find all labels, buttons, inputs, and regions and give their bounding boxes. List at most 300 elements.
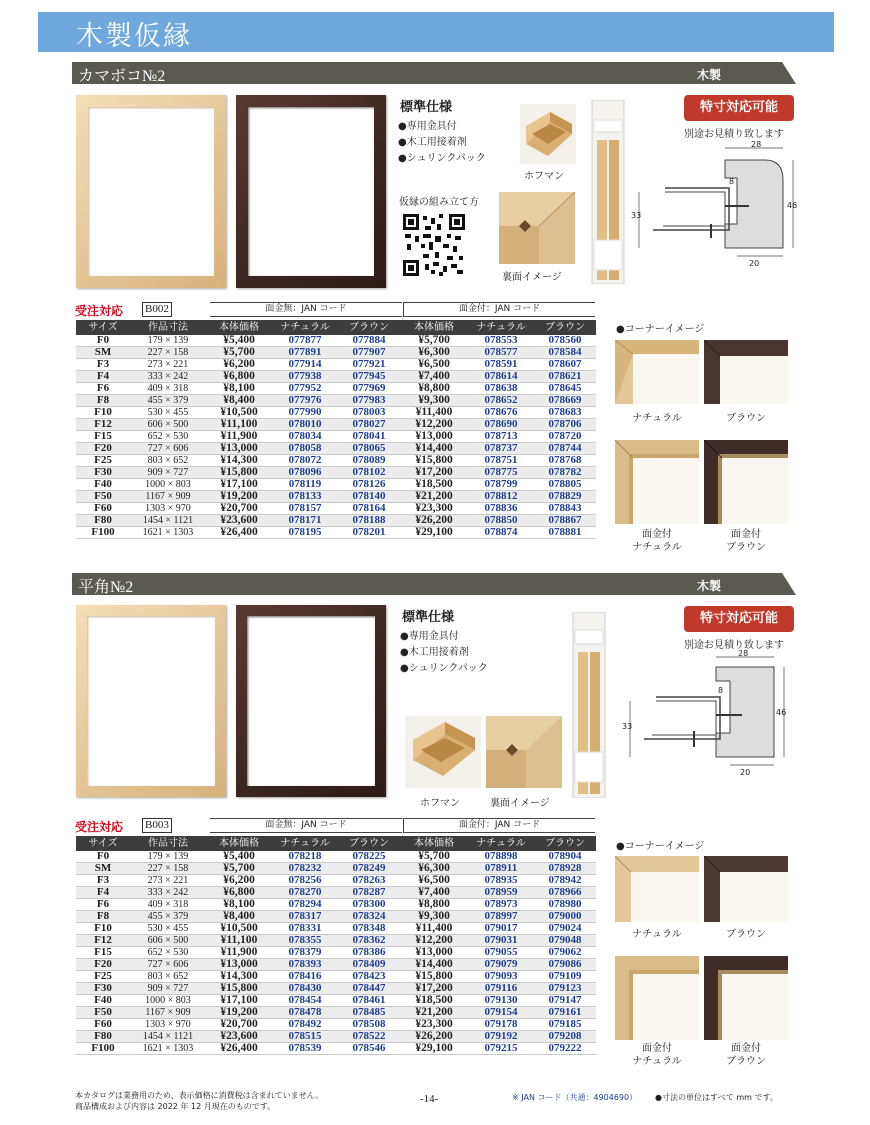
size-cell: F3	[76, 875, 130, 887]
frame-brown-image	[236, 95, 386, 288]
jan-natural-cell: 078232	[272, 863, 338, 875]
jan-brown-cell: 077969	[338, 383, 400, 395]
col-header: 作品寸法	[130, 320, 206, 335]
jan-brown-cell: 078188	[338, 515, 400, 527]
cross-section-diagram	[620, 645, 800, 780]
jan-brown-cell: 078065	[338, 443, 400, 455]
hofman-image	[405, 716, 481, 788]
size-cell: F0	[76, 335, 130, 347]
table-row	[76, 443, 596, 455]
size-cell: F40	[76, 479, 130, 491]
jan-brown-cell: 078126	[338, 479, 400, 491]
jan-natural-cell: 078058	[272, 443, 338, 455]
svg-text:8: 8	[729, 177, 735, 186]
price-metal-cell: ¥17,200	[400, 467, 468, 479]
jan-metal-brown-cell: 079123	[534, 983, 596, 995]
dimension-cell: 1000 × 803	[130, 995, 206, 1007]
dimension-cell: 1167 × 909	[130, 491, 206, 503]
price-cell: ¥20,700	[206, 1019, 272, 1031]
jan-natural-cell: 078119	[272, 479, 338, 491]
jan-metal-brown-cell: 078645	[534, 383, 596, 395]
size-cell: F80	[76, 1031, 130, 1043]
jan-natural-cell: 078133	[272, 491, 338, 503]
price-cell: ¥26,400	[206, 1043, 272, 1055]
price-cell: ¥15,800	[206, 983, 272, 995]
jan-metal-natural-cell: 078737	[468, 443, 534, 455]
dimension-cell: 530 × 455	[130, 407, 206, 419]
jan-brown-cell: 078263	[338, 875, 400, 887]
assembly-label: 仮縁の組み立て方	[399, 197, 479, 208]
jan-metal-brown-cell: 079086	[534, 959, 596, 971]
jan-brown-cell: 078546	[338, 1043, 400, 1055]
table-row	[76, 1007, 596, 1019]
size-cell: F100	[76, 1043, 130, 1055]
size-cell: F20	[76, 959, 130, 971]
jan-brown-cell: 077945	[338, 371, 400, 383]
price-metal-cell: ¥8,800	[400, 383, 468, 395]
price-metal-cell: ¥13,000	[400, 431, 468, 443]
col-header: ブラウン	[534, 836, 596, 851]
jan-brown-cell: 078300	[338, 899, 400, 911]
dimension-cell: 803 × 652	[130, 455, 206, 467]
jan-metal-brown-cell: 078966	[534, 887, 596, 899]
table-row	[76, 467, 596, 479]
size-cell: F15	[76, 431, 130, 443]
custom-size-note: 別途お見積り致します	[684, 129, 784, 140]
size-cell: F30	[76, 983, 130, 995]
product-code: B002	[142, 302, 172, 317]
price-cell: ¥6,800	[206, 887, 272, 899]
jan-brown-cell: 078287	[338, 887, 400, 899]
price-cell: ¥11,100	[206, 419, 272, 431]
jan-metal-natural-cell: 079093	[468, 971, 534, 983]
size-cell: F80	[76, 515, 130, 527]
price-cell: ¥14,300	[206, 455, 272, 467]
jan-metal-natural-cell: 078898	[468, 851, 534, 863]
dimension-cell: 179 × 139	[130, 335, 206, 347]
dimension-cell: 909 × 727	[130, 983, 206, 995]
jan-natural-cell: 077877	[272, 335, 338, 347]
dimension-cell: 530 × 455	[130, 923, 206, 935]
custom-size-note: 別途お見積り致します	[684, 640, 784, 651]
jan-metal-brown-cell: 078782	[534, 467, 596, 479]
dimension-cell: 727 × 606	[130, 443, 206, 455]
dimension-cell: 227 × 158	[130, 347, 206, 359]
price-cell: ¥10,500	[206, 923, 272, 935]
price-cell: ¥23,600	[206, 515, 272, 527]
jan-brown-cell: 078201	[338, 527, 400, 539]
col-header: 本体価格	[400, 836, 468, 851]
jan-metal-brown-cell: 078706	[534, 419, 596, 431]
jan-metal-natural-cell: 079031	[468, 935, 534, 947]
price-cell: ¥8,400	[206, 395, 272, 407]
spec-item: ●木工用接着剤	[398, 137, 467, 148]
jan-metal-natural-cell: 078812	[468, 491, 534, 503]
table-row	[76, 347, 596, 359]
table-row	[76, 887, 596, 899]
col-header: 本体価格	[400, 320, 468, 335]
custom-size-badge: 特寸対応可能	[684, 606, 794, 632]
jan-metal-brown-cell: 078720	[534, 431, 596, 443]
order-label: 受注対応	[75, 304, 124, 318]
col-header: 作品寸法	[130, 836, 206, 851]
jan-brown-cell: 078348	[338, 923, 400, 935]
size-cell: F40	[76, 995, 130, 1007]
jan-natural-cell: 078218	[272, 851, 338, 863]
jan-header-with-metal: 面金付：JAN コード	[403, 302, 595, 317]
jan-natural-cell: 077952	[272, 383, 338, 395]
corner-metal-brown-image	[704, 956, 788, 1040]
table-row	[76, 431, 596, 443]
price-metal-cell: ¥15,800	[400, 455, 468, 467]
price-metal-cell: ¥26,200	[400, 515, 468, 527]
spec-item: ●シュリンクパック	[398, 153, 486, 164]
table-row	[76, 515, 596, 527]
jan-metal-natural-cell: 079130	[468, 995, 534, 1007]
jan-metal-brown-cell: 078942	[534, 875, 596, 887]
back-image-label: 裏面イメージ	[490, 798, 550, 809]
jan-metal-natural-cell: 078799	[468, 479, 534, 491]
corner-natural-label: ナチュラル	[632, 413, 682, 424]
jan-natural-cell: 078171	[272, 515, 338, 527]
section-title: 平角№2	[78, 579, 134, 596]
price-cell: ¥19,200	[206, 491, 272, 503]
corner-metal-brown-image	[704, 440, 788, 524]
jan-natural-cell: 078270	[272, 887, 338, 899]
corner-metal-natural-label: 面金付 ナチュラル	[632, 1043, 682, 1067]
price-cell: ¥14,300	[206, 971, 272, 983]
jan-metal-natural-cell: 078652	[468, 395, 534, 407]
jan-metal-natural-cell: 078935	[468, 875, 534, 887]
spec-item: ●専用金具付	[400, 631, 459, 642]
jan-natural-cell: 078157	[272, 503, 338, 515]
dimension-cell: 606 × 500	[130, 935, 206, 947]
jan-brown-cell: 078164	[338, 503, 400, 515]
table-row	[76, 959, 596, 971]
jan-metal-natural-cell: 078614	[468, 371, 534, 383]
jan-metal-natural-cell: 078713	[468, 431, 534, 443]
table-row	[76, 1031, 596, 1043]
jan-natural-cell: 078379	[272, 947, 338, 959]
jan-natural-cell: 077914	[272, 359, 338, 371]
table-row	[76, 875, 596, 887]
price-cell: ¥5,700	[206, 347, 272, 359]
jan-natural-cell: 078010	[272, 419, 338, 431]
svg-text:20: 20	[749, 259, 760, 268]
price-table	[76, 836, 596, 1055]
price-metal-cell: ¥23,300	[400, 1019, 468, 1031]
col-header: 本体価格	[206, 320, 272, 335]
table-row	[76, 419, 596, 431]
dimension-cell: 803 × 652	[130, 971, 206, 983]
size-cell: F6	[76, 899, 130, 911]
table-row	[76, 359, 596, 371]
size-cell: F25	[76, 455, 130, 467]
jan-metal-natural-cell: 078874	[468, 527, 534, 539]
price-metal-cell: ¥17,200	[400, 983, 468, 995]
frame-natural-image	[76, 95, 226, 288]
dimension-cell: 179 × 139	[130, 851, 206, 863]
price-metal-cell: ¥12,200	[400, 419, 468, 431]
price-metal-cell: ¥7,400	[400, 371, 468, 383]
jan-metal-natural-cell: 078911	[468, 863, 534, 875]
table-row	[76, 851, 596, 863]
jan-natural-cell: 078430	[272, 983, 338, 995]
price-cell: ¥8,100	[206, 383, 272, 395]
size-cell: F4	[76, 371, 130, 383]
size-cell: SM	[76, 863, 130, 875]
jan-brown-cell: 078362	[338, 935, 400, 947]
jan-brown-cell: 077983	[338, 395, 400, 407]
jan-metal-natural-cell: 078751	[468, 455, 534, 467]
jan-metal-natural-cell: 078676	[468, 407, 534, 419]
jan-brown-cell: 077907	[338, 347, 400, 359]
table-row	[76, 407, 596, 419]
jan-metal-brown-cell: 078980	[534, 899, 596, 911]
price-cell: ¥19,200	[206, 1007, 272, 1019]
size-cell: F50	[76, 491, 130, 503]
price-metal-cell: ¥15,800	[400, 971, 468, 983]
price-metal-cell: ¥6,500	[400, 875, 468, 887]
price-cell: ¥10,500	[206, 407, 272, 419]
table-row	[76, 479, 596, 491]
jan-natural-cell: 078515	[272, 1031, 338, 1043]
price-cell: ¥11,900	[206, 947, 272, 959]
corner-natural-image	[615, 856, 699, 922]
back-image-label: 裏面イメージ	[502, 272, 562, 283]
dimension-cell: 727 × 606	[130, 959, 206, 971]
jan-natural-cell: 078096	[272, 467, 338, 479]
jan-metal-brown-cell: 078683	[534, 407, 596, 419]
corner-brown-image	[704, 340, 788, 404]
corner-brown-label: ブラウン	[726, 929, 766, 940]
jan-brown-cell: 078041	[338, 431, 400, 443]
table-row	[76, 491, 596, 503]
unit-note: ●寸法の単位はすべて mm です。	[655, 1093, 778, 1102]
price-metal-cell: ¥21,200	[400, 1007, 468, 1019]
price-cell: ¥5,700	[206, 863, 272, 875]
table-row	[76, 527, 596, 539]
jan-brown-cell: 078508	[338, 1019, 400, 1031]
price-metal-cell: ¥12,200	[400, 935, 468, 947]
price-cell: ¥6,800	[206, 371, 272, 383]
col-header: サイズ	[76, 320, 130, 335]
jan-metal-natural-cell: 079178	[468, 1019, 534, 1031]
jan-metal-natural-cell: 079215	[468, 1043, 534, 1055]
dimension-cell: 455 × 379	[130, 911, 206, 923]
svg-text:46: 46	[776, 708, 787, 717]
jan-metal-brown-cell: 079062	[534, 947, 596, 959]
jan-metal-brown-cell: 078768	[534, 455, 596, 467]
table-row	[76, 983, 596, 995]
footer-note: 本カタログは業務用のため、表示価格に消費税は含まれていません。	[75, 1091, 324, 1100]
jan-brown-cell: 078140	[338, 491, 400, 503]
svg-text:33: 33	[631, 211, 642, 220]
corner-brown-label: ブラウン	[726, 413, 766, 424]
col-header: ブラウン	[338, 836, 400, 851]
corner-natural-image	[615, 340, 699, 404]
jan-brown-cell: 077921	[338, 359, 400, 371]
product-code: B003	[142, 818, 172, 833]
dimension-cell: 409 × 318	[130, 899, 206, 911]
price-metal-cell: ¥26,200	[400, 1031, 468, 1043]
dimension-cell: 273 × 221	[130, 359, 206, 371]
table-row	[76, 503, 596, 515]
jan-metal-brown-cell: 078867	[534, 515, 596, 527]
price-metal-cell: ¥11,400	[400, 923, 468, 935]
dimension-cell: 227 × 158	[130, 863, 206, 875]
col-header: ナチュラル	[272, 320, 338, 335]
jan-metal-natural-cell: 078690	[468, 419, 534, 431]
jan-brown-cell: 078522	[338, 1031, 400, 1043]
price-cell: ¥8,100	[206, 899, 272, 911]
jan-natural-cell: 078355	[272, 935, 338, 947]
col-header: サイズ	[76, 836, 130, 851]
price-metal-cell: ¥29,100	[400, 527, 468, 539]
svg-text:46: 46	[787, 201, 798, 210]
jan-brown-cell: 077884	[338, 335, 400, 347]
jan-metal-natural-cell: 078553	[468, 335, 534, 347]
corner-metal-natural-label: 面金付 ナチュラル	[632, 529, 682, 553]
table-row	[76, 395, 596, 407]
table-row	[76, 971, 596, 983]
svg-text:28: 28	[738, 649, 749, 658]
dimension-cell: 455 × 379	[130, 395, 206, 407]
section-header-bar	[72, 62, 796, 84]
jan-metal-brown-cell: 078744	[534, 443, 596, 455]
dimension-cell: 1303 × 970	[130, 1019, 206, 1031]
price-metal-cell: ¥5,700	[400, 335, 468, 347]
price-cell: ¥5,400	[206, 335, 272, 347]
jan-metal-brown-cell: 079147	[534, 995, 596, 1007]
col-header: 本体価格	[206, 836, 272, 851]
dimension-cell: 1000 × 803	[130, 479, 206, 491]
size-cell: F10	[76, 407, 130, 419]
jan-metal-brown-cell: 079000	[534, 911, 596, 923]
jan-brown-cell: 078447	[338, 983, 400, 995]
jan-natural-cell: 078034	[272, 431, 338, 443]
table-row	[76, 911, 596, 923]
table-row	[76, 1043, 596, 1055]
qr-code[interactable]	[403, 214, 465, 276]
jan-brown-cell: 078461	[338, 995, 400, 1007]
price-cell: ¥26,400	[206, 527, 272, 539]
price-metal-cell: ¥6,500	[400, 359, 468, 371]
price-cell: ¥8,400	[206, 911, 272, 923]
price-metal-cell: ¥6,300	[400, 347, 468, 359]
jan-natural-cell: 077938	[272, 371, 338, 383]
dimension-cell: 273 × 221	[130, 875, 206, 887]
jan-natural-cell: 078072	[272, 455, 338, 467]
price-metal-cell: ¥23,300	[400, 503, 468, 515]
hofman-label: ホフマン	[524, 171, 564, 182]
jan-brown-cell: 078225	[338, 851, 400, 863]
size-cell: SM	[76, 347, 130, 359]
dimension-cell: 652 × 530	[130, 431, 206, 443]
jan-metal-natural-cell: 079154	[468, 1007, 534, 1019]
jan-natural-cell: 078492	[272, 1019, 338, 1031]
jan-header-no-metal: 面金無：JAN コード	[210, 818, 402, 833]
frame-natural-image	[76, 605, 226, 797]
size-cell: F6	[76, 383, 130, 395]
jan-natural-cell: 077990	[272, 407, 338, 419]
jan-metal-natural-cell: 078850	[468, 515, 534, 527]
spec-title: 標準仕様	[402, 610, 455, 625]
table-row	[76, 455, 596, 467]
jan-brown-cell: 078249	[338, 863, 400, 875]
table-row	[76, 335, 596, 347]
price-cell: ¥6,200	[206, 875, 272, 887]
back-image	[486, 716, 562, 788]
jan-natural-cell: 078256	[272, 875, 338, 887]
package-image	[588, 100, 628, 284]
price-metal-cell: ¥14,400	[400, 443, 468, 455]
jan-metal-natural-cell: 078997	[468, 911, 534, 923]
dimension-cell: 1621 × 1303	[130, 1043, 206, 1055]
price-metal-cell: ¥14,400	[400, 959, 468, 971]
size-cell: F12	[76, 935, 130, 947]
jan-metal-brown-cell: 078904	[534, 851, 596, 863]
price-metal-cell: ¥18,500	[400, 995, 468, 1007]
jan-brown-cell: 078423	[338, 971, 400, 983]
price-cell: ¥23,600	[206, 1031, 272, 1043]
price-metal-cell: ¥7,400	[400, 887, 468, 899]
table-row	[76, 899, 596, 911]
size-cell: F4	[76, 887, 130, 899]
jan-metal-natural-cell: 078577	[468, 347, 534, 359]
jan-natural-cell: 078331	[272, 923, 338, 935]
jan-metal-brown-cell: 078843	[534, 503, 596, 515]
jan-metal-brown-cell: 078805	[534, 479, 596, 491]
jan-metal-brown-cell: 078829	[534, 491, 596, 503]
price-cell: ¥11,100	[206, 935, 272, 947]
size-cell: F8	[76, 911, 130, 923]
price-metal-cell: ¥6,300	[400, 863, 468, 875]
price-metal-cell: ¥21,200	[400, 491, 468, 503]
jan-metal-brown-cell: 079109	[534, 971, 596, 983]
hofman-image	[520, 104, 576, 164]
price-cell: ¥20,700	[206, 503, 272, 515]
size-cell: F0	[76, 851, 130, 863]
corner-metal-brown-label: 面金付 ブラウン	[726, 529, 766, 553]
hofman-label: ホフマン	[420, 798, 460, 809]
jan-metal-brown-cell: 079048	[534, 935, 596, 947]
jan-natural-cell: 078195	[272, 527, 338, 539]
back-image	[499, 192, 575, 264]
page-number: -14-	[420, 1093, 439, 1105]
price-metal-cell: ¥13,000	[400, 947, 468, 959]
price-metal-cell: ¥18,500	[400, 479, 468, 491]
jan-natural-cell: 078478	[272, 1007, 338, 1019]
svg-text:20: 20	[740, 768, 751, 777]
page-title: 木製仮縁	[76, 21, 192, 52]
price-metal-cell: ¥29,100	[400, 1043, 468, 1055]
size-cell: F8	[76, 395, 130, 407]
spec-item: ●専用金具付	[398, 121, 457, 132]
jan-metal-brown-cell: 079208	[534, 1031, 596, 1043]
price-cell: ¥17,100	[206, 995, 272, 1007]
dimension-cell: 333 × 242	[130, 887, 206, 899]
jan-metal-brown-cell: 078881	[534, 527, 596, 539]
price-table	[76, 320, 596, 539]
price-metal-cell: ¥9,300	[400, 911, 468, 923]
jan-metal-natural-cell: 078836	[468, 503, 534, 515]
section-material: 木製	[697, 579, 722, 593]
table-row	[76, 863, 596, 875]
col-header: ナチュラル	[272, 836, 338, 851]
dimension-cell: 1303 × 970	[130, 503, 206, 515]
footer-note: 商品構成および内容は 2022 年 12 月現在のものです。	[75, 1102, 276, 1111]
